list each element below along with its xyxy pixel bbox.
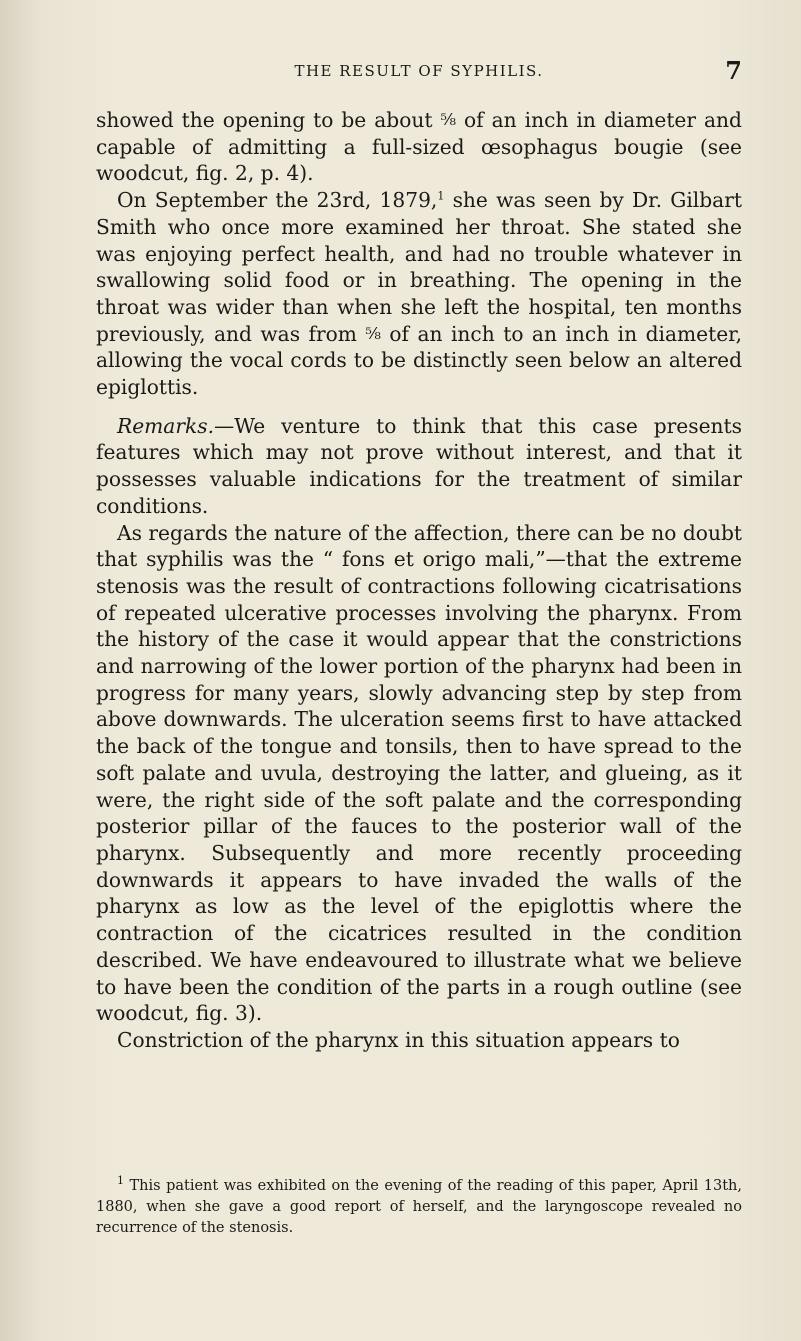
paragraph-2-text-a: On September the 23rd, 1879,	[117, 188, 438, 213]
fraction: ⅝	[365, 323, 381, 343]
remarks-label: Remarks.	[117, 413, 214, 438]
paragraph-1-text-a: showed the opening to be about	[96, 108, 441, 132]
paragraph-4: As regards the nature of the affection, there can be no doubt that syphilis was the “ fons et origo mali,”—that the extreme stenosis was the result of contractions following cicatrisations of repeated ulcerative processes involving the pharynx. From the history of the case it would appear that the constrictions and narrowing of the lower portion of the pharynx had been in progress for many years, slowly advancing step by step from above downwards. The ulceration seems first to have attacked the back of the tongue and tonsils, then to have spread to the soft palate and uvula, destroying the latter, and glueing, as it were, the right side of the soft palate and the corresponding posterior pillar of the fauces to the posterior wall of the pharynx. Subsequently and more recently proceeding downwards it appears to have invaded the walls of the pharynx as low as the level of the epiglottis where the contraction of the cicatrices resulted in the condition described. We have endeavoured to illustrate what we believe to have been the condition of the parts in a rough outline (see woodcut, fig. 3).	[96, 520, 742, 1026]
footnote-mark: 1	[117, 1174, 124, 1188]
remarks-text: —We venture to think that this case presents features which may not prove without interest, and that it possesses valuable indications for the treatment of similar conditions.	[96, 413, 742, 518]
body-text	[96, 107, 742, 1054]
paragraph-remarks	[96, 413, 742, 520]
running-title: THE RESULT OF SYPHILIS.	[294, 62, 544, 80]
paragraph-1-text-b: of an inch in diameter and capable of admitting a full-sized œsophagus bougie (see woodcut, fig. 2, p. 4).	[96, 108, 742, 186]
paragraph-1	[96, 107, 742, 187]
footnote-text: This patient was exhibited on the evening of the reading of this paper, April 13th, 1880, when she gave a good report of herself, and the laryngoscope revealed no recurrence of the stenosis.	[96, 1178, 742, 1236]
paragraph-2	[96, 187, 742, 401]
paragraph-2-text-c: of an inch to an inch in diameter, allowing the vocal cords to be distinctly seen below an altered epiglottis.	[96, 321, 742, 400]
paragraph-2-text-b: she was seen by Dr. Gilbart Smith who once more examined her throat. She stated she was enjoying perfect health, and had no trouble whatever in swallowing solid food or in breathing. The opening in the throat was wider than when she left the hospital, ten months previously, and was from	[96, 188, 742, 346]
footnote	[96, 1176, 742, 1239]
page-number: 7	[725, 56, 742, 85]
footnote-reference: 1	[437, 189, 445, 203]
page-header	[96, 56, 742, 92]
paragraph-5: Constriction of the pharynx in this situation appears to	[117, 1027, 680, 1052]
fraction: ⅝	[440, 110, 456, 129]
